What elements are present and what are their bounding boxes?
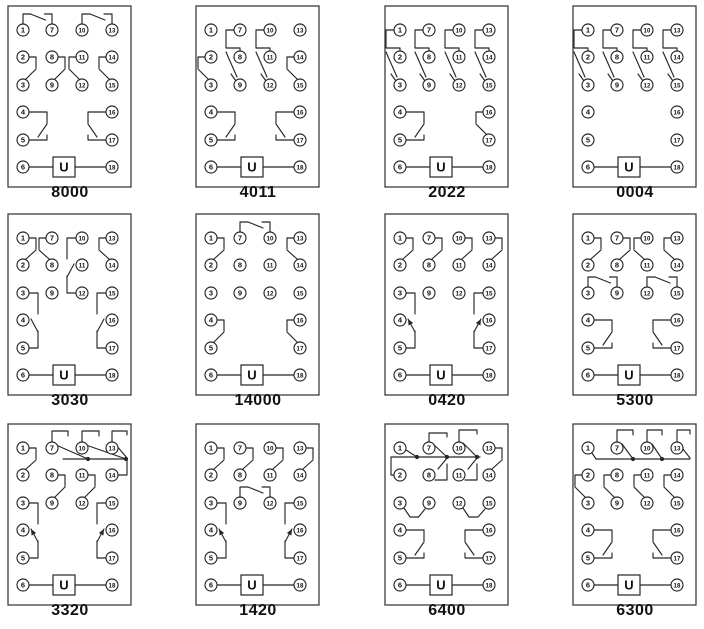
svg-text:9: 9 [237, 498, 243, 508]
svg-text:7: 7 [426, 233, 432, 243]
svg-text:15: 15 [108, 82, 116, 90]
svg-text:12: 12 [78, 290, 86, 298]
model-number-label: 5300 [616, 392, 654, 409]
svg-text:2: 2 [208, 52, 214, 62]
svg-text:5: 5 [208, 343, 214, 353]
svg-text:5: 5 [585, 343, 591, 353]
svg-text:5: 5 [208, 135, 214, 145]
svg-text:18: 18 [108, 164, 116, 172]
svg-text:16: 16 [673, 527, 681, 535]
model-number-label: 6300 [616, 602, 654, 619]
svg-text:14: 14 [673, 262, 681, 270]
svg-text:9: 9 [237, 80, 243, 90]
svg-text:1: 1 [20, 443, 26, 453]
svg-text:17: 17 [485, 555, 493, 563]
svg-text:7: 7 [237, 233, 243, 243]
svg-text:18: 18 [673, 372, 681, 380]
svg-text:14: 14 [296, 262, 304, 270]
svg-text:U: U [624, 159, 634, 175]
svg-text:13: 13 [485, 445, 493, 453]
svg-text:15: 15 [108, 500, 116, 508]
svg-text:U: U [436, 577, 446, 593]
svg-text:4: 4 [20, 315, 26, 325]
diagram-cell [188, 418, 328, 628]
svg-text:U: U [59, 159, 69, 175]
svg-text:2: 2 [20, 470, 26, 480]
svg-text:6: 6 [208, 580, 214, 590]
svg-text:4: 4 [585, 107, 591, 117]
svg-text:17: 17 [673, 137, 681, 145]
svg-text:U: U [247, 367, 257, 383]
diagram-cell [188, 208, 328, 418]
svg-text:14: 14 [108, 54, 116, 62]
svg-text:7: 7 [426, 25, 432, 35]
svg-text:9: 9 [614, 498, 620, 508]
svg-text:18: 18 [296, 164, 304, 172]
svg-text:4: 4 [208, 525, 214, 535]
svg-text:7: 7 [614, 25, 620, 35]
svg-text:10: 10 [78, 235, 86, 243]
svg-text:18: 18 [296, 582, 304, 590]
svg-text:16: 16 [485, 317, 493, 325]
svg-text:3: 3 [397, 288, 403, 298]
svg-text:14: 14 [296, 472, 304, 480]
svg-text:7: 7 [237, 25, 243, 35]
svg-text:2: 2 [208, 260, 214, 270]
svg-text:2: 2 [20, 52, 26, 62]
svg-text:10: 10 [455, 235, 463, 243]
diagram-cell [0, 418, 140, 628]
svg-text:13: 13 [108, 27, 116, 35]
svg-text:1: 1 [208, 443, 214, 453]
svg-text:4: 4 [585, 525, 591, 535]
svg-text:7: 7 [49, 233, 55, 243]
svg-text:12: 12 [266, 290, 274, 298]
svg-text:13: 13 [296, 445, 304, 453]
svg-text:6: 6 [20, 162, 26, 172]
svg-text:6: 6 [20, 580, 26, 590]
diagram-cell [565, 0, 704, 210]
svg-text:13: 13 [296, 235, 304, 243]
svg-text:U: U [247, 577, 257, 593]
svg-text:14: 14 [296, 54, 304, 62]
svg-text:3: 3 [20, 288, 26, 298]
svg-text:16: 16 [108, 527, 116, 535]
svg-text:11: 11 [266, 54, 274, 62]
svg-text:7: 7 [426, 443, 432, 453]
relay-contact-svg [377, 418, 517, 628]
svg-text:3: 3 [397, 498, 403, 508]
svg-text:3: 3 [397, 80, 403, 90]
svg-text:5: 5 [397, 343, 403, 353]
relay-contact-svg [0, 418, 140, 628]
svg-text:1: 1 [397, 443, 403, 453]
svg-text:11: 11 [455, 262, 463, 270]
diagram-cell [377, 0, 517, 210]
svg-text:9: 9 [614, 288, 620, 298]
svg-text:6: 6 [397, 370, 403, 380]
diagram-cell [188, 0, 328, 210]
svg-text:15: 15 [296, 82, 304, 90]
svg-text:4: 4 [585, 315, 591, 325]
svg-text:14: 14 [673, 54, 681, 62]
svg-text:15: 15 [673, 82, 681, 90]
svg-text:13: 13 [485, 235, 493, 243]
svg-text:8: 8 [426, 52, 432, 62]
svg-text:11: 11 [78, 54, 86, 62]
svg-text:14: 14 [485, 262, 493, 270]
svg-text:9: 9 [49, 288, 55, 298]
svg-text:4: 4 [20, 107, 26, 117]
svg-text:12: 12 [455, 82, 463, 90]
svg-text:16: 16 [485, 109, 493, 117]
svg-text:3: 3 [208, 498, 214, 508]
svg-text:11: 11 [78, 472, 86, 480]
relay-contact-svg [188, 0, 328, 210]
svg-text:18: 18 [485, 164, 493, 172]
svg-text:18: 18 [673, 164, 681, 172]
svg-text:10: 10 [643, 27, 651, 35]
svg-text:11: 11 [643, 472, 651, 480]
svg-text:2: 2 [585, 52, 591, 62]
svg-text:13: 13 [485, 27, 493, 35]
svg-text:15: 15 [673, 290, 681, 298]
svg-text:4: 4 [397, 525, 403, 535]
svg-text:3: 3 [20, 498, 26, 508]
relay-contact-svg [565, 208, 704, 418]
diagram-cell [565, 418, 704, 628]
svg-text:8: 8 [237, 470, 243, 480]
svg-text:5: 5 [585, 135, 591, 145]
svg-text:16: 16 [108, 317, 116, 325]
svg-text:2: 2 [585, 470, 591, 480]
svg-text:11: 11 [78, 262, 86, 270]
svg-text:9: 9 [426, 80, 432, 90]
svg-text:16: 16 [485, 527, 493, 535]
svg-text:9: 9 [49, 498, 55, 508]
relay-contact-svg [0, 208, 140, 418]
svg-text:6: 6 [208, 162, 214, 172]
svg-text:13: 13 [673, 235, 681, 243]
svg-text:13: 13 [296, 27, 304, 35]
model-number-label: 0004 [616, 184, 654, 201]
svg-text:5: 5 [208, 553, 214, 563]
svg-text:17: 17 [673, 555, 681, 563]
svg-text:3: 3 [585, 80, 591, 90]
svg-text:12: 12 [455, 290, 463, 298]
svg-text:14: 14 [108, 262, 116, 270]
svg-text:10: 10 [455, 445, 463, 453]
diagram-cell [0, 0, 140, 210]
svg-text:6: 6 [397, 162, 403, 172]
relay-contact-svg [188, 418, 328, 628]
svg-text:5: 5 [20, 343, 26, 353]
svg-text:16: 16 [296, 317, 304, 325]
relay-contact-svg [0, 0, 140, 210]
svg-text:12: 12 [455, 500, 463, 508]
svg-text:16: 16 [108, 109, 116, 117]
svg-text:1: 1 [585, 443, 591, 453]
svg-text:10: 10 [643, 445, 651, 453]
svg-text:17: 17 [296, 137, 304, 145]
svg-text:12: 12 [643, 290, 651, 298]
svg-text:15: 15 [485, 290, 493, 298]
svg-text:7: 7 [237, 443, 243, 453]
model-number-label: 6400 [428, 602, 466, 619]
svg-text:18: 18 [296, 372, 304, 380]
model-number-label: 3030 [51, 392, 89, 409]
svg-text:12: 12 [78, 500, 86, 508]
svg-text:12: 12 [643, 82, 651, 90]
svg-text:1: 1 [585, 25, 591, 35]
svg-text:13: 13 [673, 27, 681, 35]
svg-text:11: 11 [266, 262, 274, 270]
svg-text:8: 8 [614, 260, 620, 270]
svg-text:8: 8 [49, 52, 55, 62]
relay-contact-svg [565, 0, 704, 210]
svg-text:1: 1 [20, 25, 26, 35]
svg-text:8: 8 [49, 470, 55, 480]
svg-text:17: 17 [485, 137, 493, 145]
svg-text:9: 9 [426, 498, 432, 508]
svg-text:5: 5 [20, 135, 26, 145]
diagram-cell [377, 208, 517, 418]
svg-text:8: 8 [49, 260, 55, 270]
svg-text:1: 1 [397, 25, 403, 35]
svg-text:17: 17 [108, 345, 116, 353]
svg-text:11: 11 [455, 472, 463, 480]
svg-text:16: 16 [673, 109, 681, 117]
svg-text:8: 8 [614, 470, 620, 480]
svg-text:13: 13 [673, 445, 681, 453]
svg-text:10: 10 [78, 27, 86, 35]
svg-text:9: 9 [237, 288, 243, 298]
svg-text:10: 10 [266, 445, 274, 453]
svg-text:6: 6 [585, 580, 591, 590]
svg-text:16: 16 [673, 317, 681, 325]
svg-text:9: 9 [614, 80, 620, 90]
svg-text:11: 11 [643, 54, 651, 62]
svg-text:15: 15 [673, 500, 681, 508]
svg-text:6: 6 [585, 370, 591, 380]
svg-text:12: 12 [78, 82, 86, 90]
svg-text:14: 14 [108, 472, 116, 480]
svg-text:16: 16 [296, 109, 304, 117]
svg-text:9: 9 [49, 80, 55, 90]
svg-text:3: 3 [208, 288, 214, 298]
svg-text:U: U [436, 159, 446, 175]
svg-text:4: 4 [397, 107, 403, 117]
diagram-cell [377, 418, 517, 628]
svg-text:2: 2 [585, 260, 591, 270]
svg-text:14: 14 [485, 472, 493, 480]
svg-text:3: 3 [585, 498, 591, 508]
svg-text:17: 17 [673, 345, 681, 353]
svg-text:10: 10 [643, 235, 651, 243]
svg-text:8: 8 [237, 260, 243, 270]
svg-text:14: 14 [485, 54, 493, 62]
svg-text:U: U [624, 367, 634, 383]
diagram-cell [0, 208, 140, 418]
model-number-label: 14000 [234, 392, 282, 409]
svg-text:11: 11 [643, 262, 651, 270]
svg-text:18: 18 [108, 372, 116, 380]
svg-text:15: 15 [296, 500, 304, 508]
model-number-label: 1420 [239, 602, 277, 619]
svg-text:5: 5 [397, 553, 403, 563]
svg-text:12: 12 [266, 82, 274, 90]
svg-text:18: 18 [108, 582, 116, 590]
svg-text:12: 12 [266, 500, 274, 508]
svg-text:1: 1 [208, 233, 214, 243]
svg-text:U: U [59, 367, 69, 383]
svg-text:5: 5 [585, 553, 591, 563]
svg-text:11: 11 [455, 54, 463, 62]
svg-text:6: 6 [585, 162, 591, 172]
svg-text:18: 18 [673, 582, 681, 590]
svg-text:4: 4 [208, 315, 214, 325]
svg-text:7: 7 [49, 25, 55, 35]
svg-text:4: 4 [397, 315, 403, 325]
svg-text:3: 3 [20, 80, 26, 90]
svg-text:4: 4 [20, 525, 26, 535]
svg-text:14: 14 [673, 472, 681, 480]
svg-text:15: 15 [108, 290, 116, 298]
svg-text:13: 13 [108, 235, 116, 243]
svg-text:17: 17 [296, 345, 304, 353]
model-number-label: 4011 [239, 184, 277, 201]
svg-text:15: 15 [296, 290, 304, 298]
svg-text:7: 7 [49, 443, 55, 453]
model-number-label: 2022 [428, 184, 466, 201]
svg-text:17: 17 [108, 555, 116, 563]
svg-text:8: 8 [426, 470, 432, 480]
svg-text:1: 1 [20, 233, 26, 243]
svg-text:U: U [436, 367, 446, 383]
svg-text:17: 17 [485, 345, 493, 353]
svg-text:16: 16 [296, 527, 304, 535]
model-number-label: 3320 [51, 602, 89, 619]
svg-text:17: 17 [296, 555, 304, 563]
svg-text:15: 15 [485, 500, 493, 508]
svg-text:10: 10 [266, 27, 274, 35]
svg-text:8: 8 [426, 260, 432, 270]
svg-text:3: 3 [585, 288, 591, 298]
svg-text:9: 9 [426, 288, 432, 298]
svg-text:6: 6 [397, 580, 403, 590]
svg-text:1: 1 [397, 233, 403, 243]
svg-text:6: 6 [20, 370, 26, 380]
diagram-cell [565, 208, 704, 418]
svg-text:U: U [624, 577, 634, 593]
relay-contact-svg [377, 208, 517, 418]
svg-text:1: 1 [585, 233, 591, 243]
svg-text:18: 18 [485, 372, 493, 380]
svg-text:7: 7 [614, 443, 620, 453]
svg-text:6: 6 [208, 370, 214, 380]
svg-text:12: 12 [643, 500, 651, 508]
svg-text:18: 18 [485, 582, 493, 590]
model-number-label: 0420 [428, 392, 466, 409]
svg-text:5: 5 [397, 135, 403, 145]
svg-text:2: 2 [397, 52, 403, 62]
svg-text:15: 15 [485, 82, 493, 90]
svg-text:3: 3 [208, 80, 214, 90]
svg-text:2: 2 [208, 470, 214, 480]
svg-text:5: 5 [20, 553, 26, 563]
svg-text:4: 4 [208, 107, 214, 117]
relay-contact-svg [188, 208, 328, 418]
model-number-label: 8000 [51, 184, 89, 201]
svg-text:2: 2 [397, 470, 403, 480]
svg-text:1: 1 [208, 25, 214, 35]
svg-text:2: 2 [20, 260, 26, 270]
relay-contact-svg [565, 418, 704, 628]
svg-text:2: 2 [397, 260, 403, 270]
svg-text:8: 8 [237, 52, 243, 62]
svg-text:11: 11 [266, 472, 274, 480]
svg-text:U: U [59, 577, 69, 593]
svg-text:17: 17 [108, 137, 116, 145]
svg-text:10: 10 [455, 27, 463, 35]
svg-text:13: 13 [108, 445, 116, 453]
svg-text:8: 8 [614, 52, 620, 62]
svg-text:10: 10 [266, 235, 274, 243]
svg-text:7: 7 [614, 233, 620, 243]
relay-contact-svg [377, 0, 517, 210]
svg-text:U: U [247, 159, 257, 175]
svg-text:10: 10 [78, 445, 86, 453]
